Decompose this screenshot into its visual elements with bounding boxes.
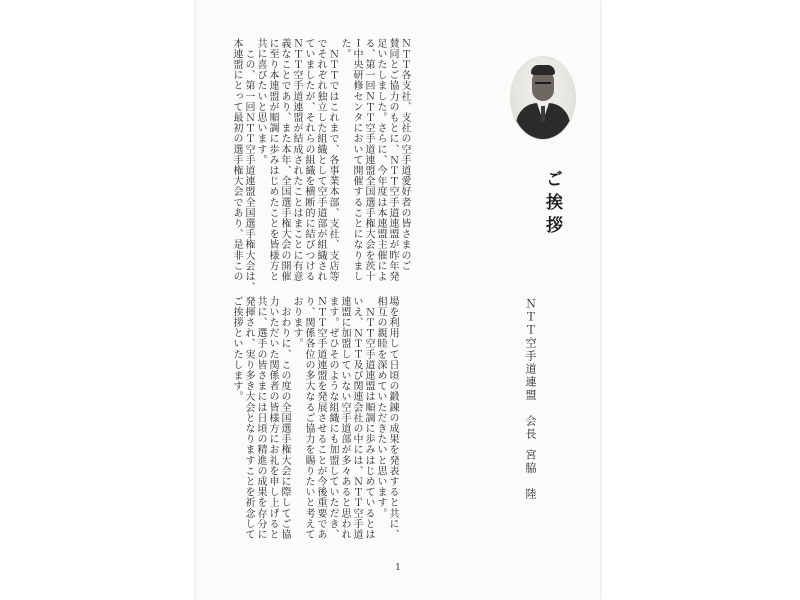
author-org: ＮＴＴ空手道連盟 会長 — [524, 298, 537, 441]
portrait-photo-icon — [510, 56, 576, 140]
body-text-upper: ＮＴＴ各支社、支社の空手道愛好者の皆さまのご 賛同とご協力のもとに、ＮＴＴ空手道連盟が昨年発 足いたしました。さらに、今年度は本連盟主催によ る、第一回ＮＴＴ空手道連盟全国選手権大会を茨十 Ｉ中央研修センタにおいて開催することになりまし た。 ＮＴＴではこれまで、各事業本部、支社、支店等 でそれぞれ独立した組織として空手道部が組織され ていましたが、それらの組織を横断的に結びつける ＮＴＴ空手道連盟が結成されたことはまことに有意 義なことであり、また本年、全国選手権大会の開催 に至り本連盟が順調に歩みはじめたことを皆様方と 共に喜びたいと思います。 この、第一回ＮＴＴ空手道連盟全国選手権大会は、 本連盟にとって最初の選手権大会であり、是非この — [231, 38, 410, 293]
page-title: ご挨拶 — [542, 170, 562, 239]
page-number: 1 — [395, 563, 401, 573]
author-signature — [522, 298, 538, 501]
author-name: 宮脇 陸 — [524, 449, 537, 501]
body-text-lower: 場を利用して日頃の鍛錬の成果を発表すると共に、 相互の親睦を深めていただきたいと思います。 ＮＴＴ空手道連盟は順調に歩みはじめているとは いえ、ＮＴＴ及び関連会社の中には、ＮＴＴ空手道 連盟に加盟していない空手道部が多々あると思われ ます。ぜひそのような組織にも加盟していただき、 ＮＴＴ空手道連盟を発展させることが今後重要であ り、関係各位の多大なるご協力を賜りたいと考えて おります。 おわりに、この度の全国選手権大会に際してご協 力いただいた関係者の皆様方にお礼を申し上げると 共に、選手の皆さまには日頃の精進の成果を存分に 発揮され、実り多き大会となりますことを祈念して ご挨拶といたします。 — [231, 296, 398, 540]
document-page — [196, 0, 600, 600]
